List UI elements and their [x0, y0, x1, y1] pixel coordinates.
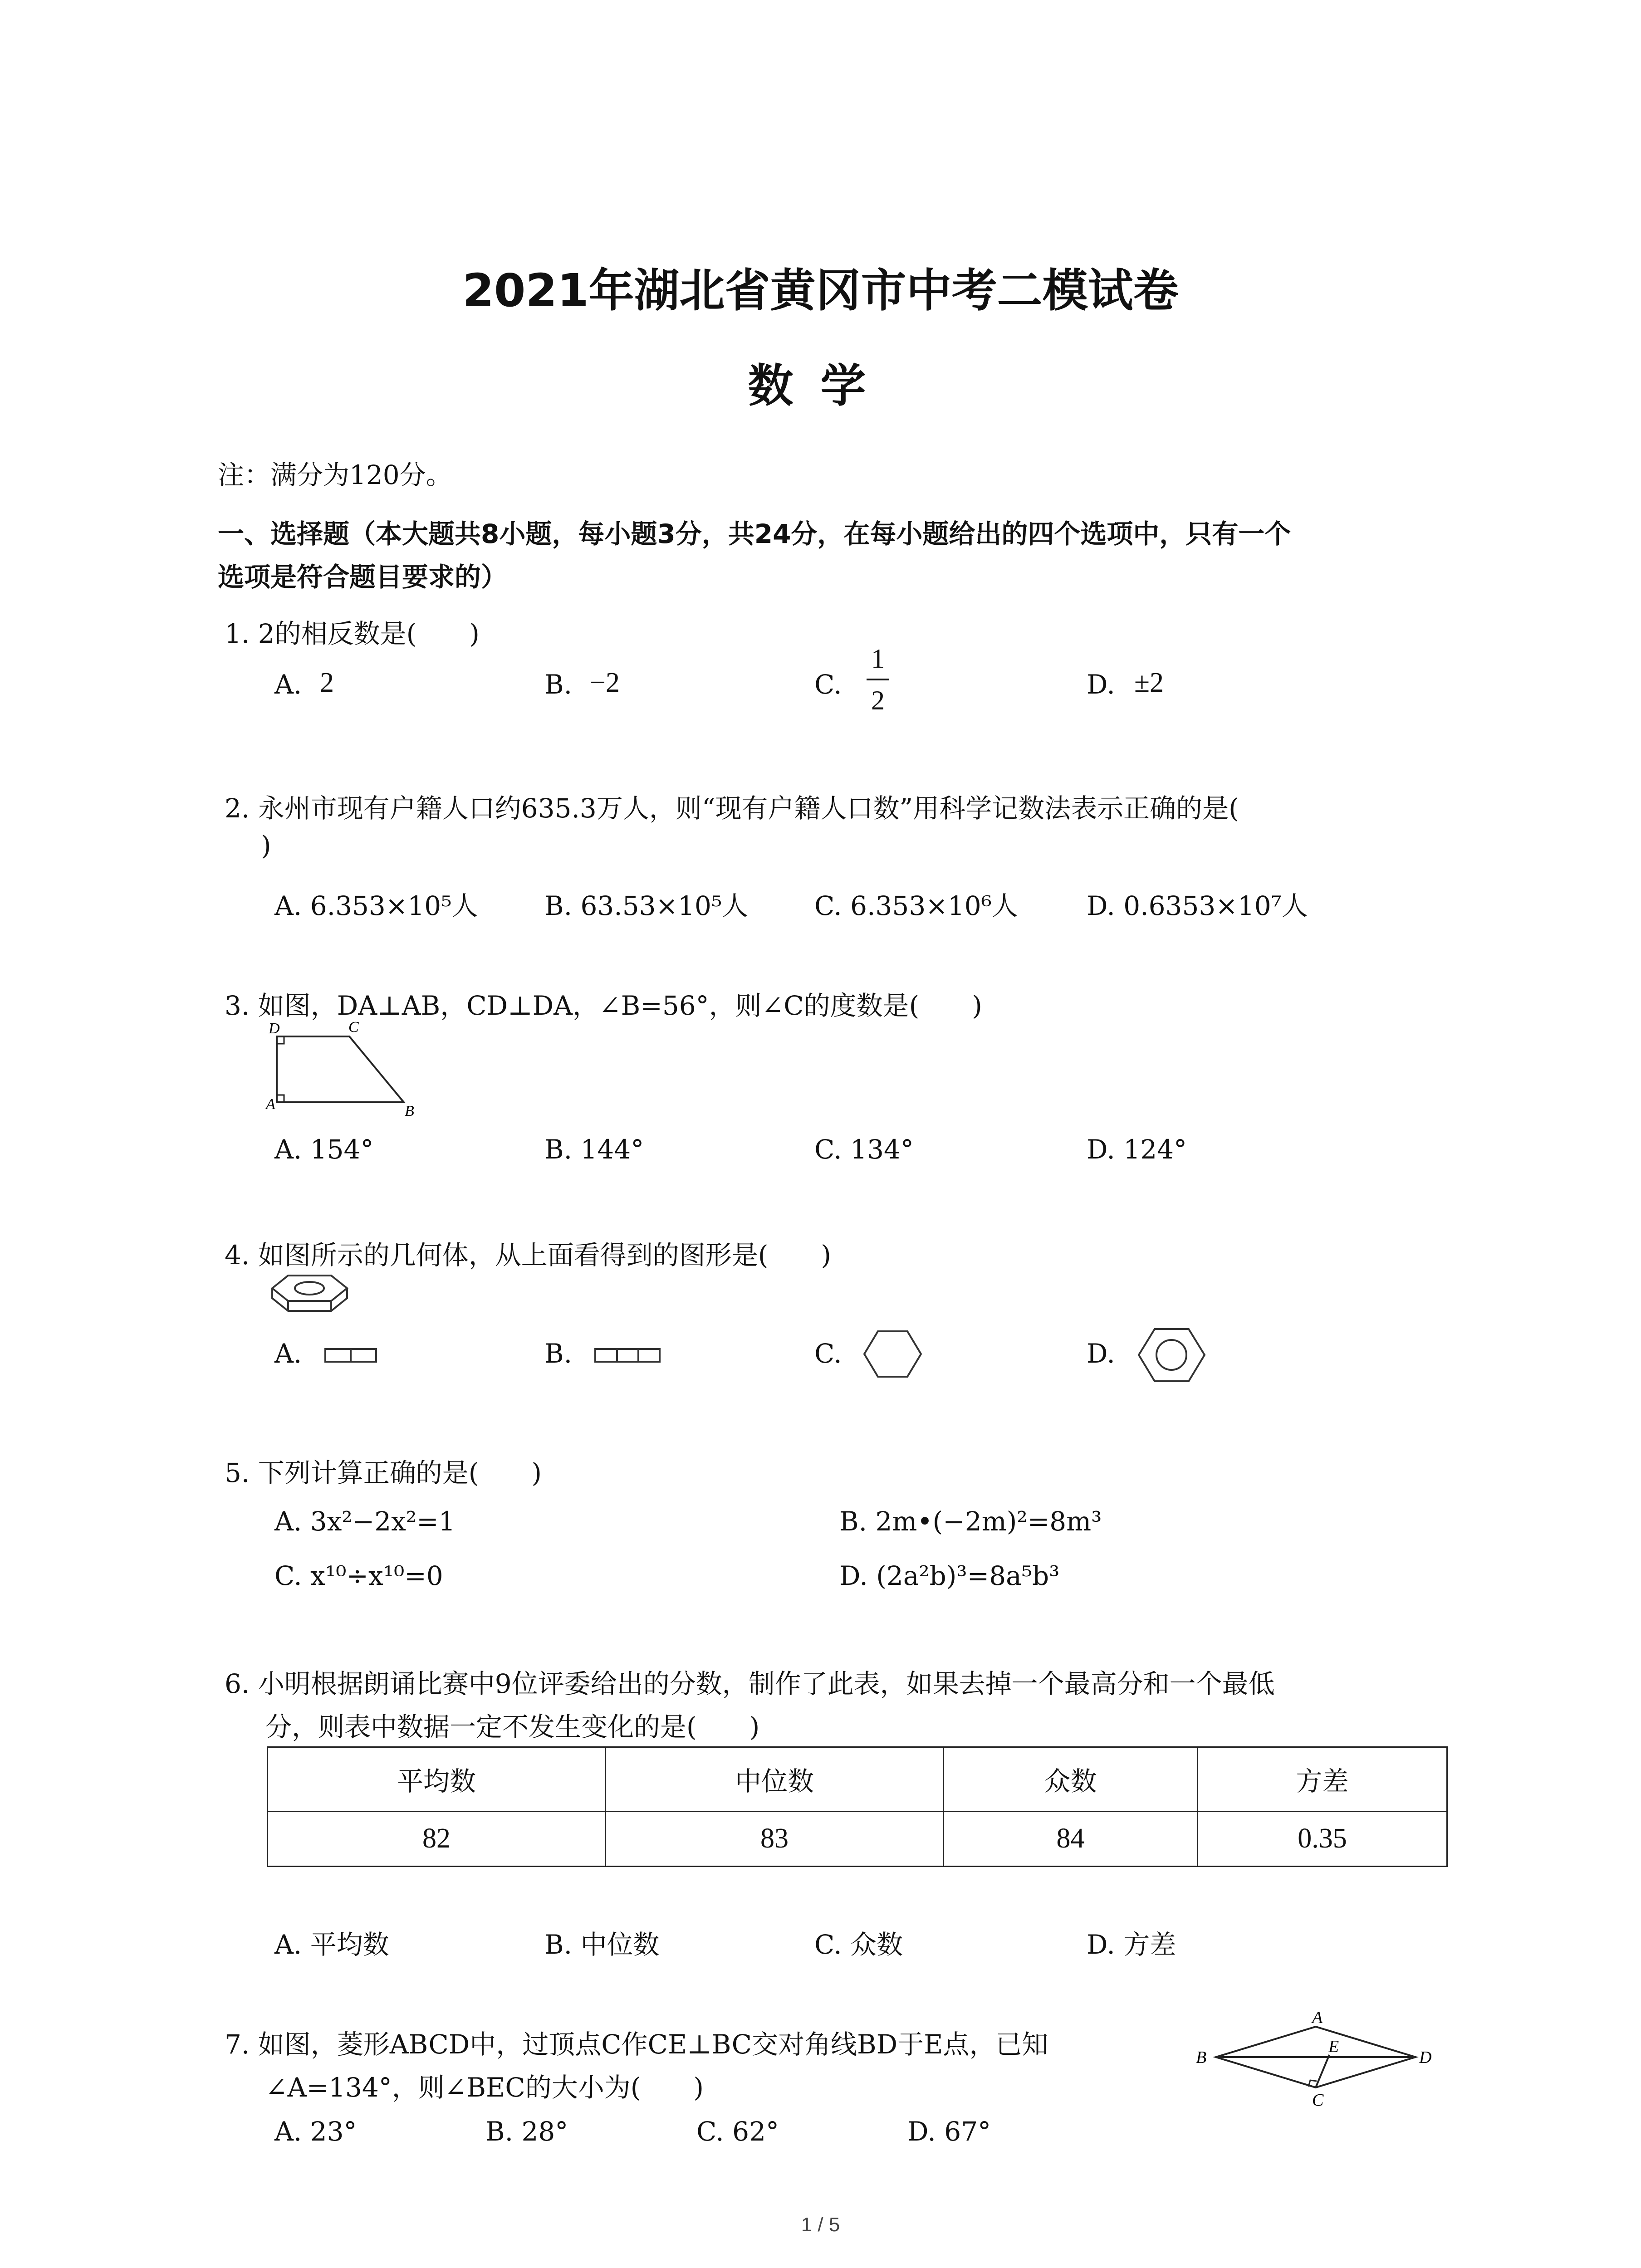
section-heading-line1: 一、选择题（本大题共8小题，每小题3分，共24分，在每小题给出的四个选项中，只有一个: [218, 518, 1291, 549]
q4-option-d-label: D.: [1087, 1338, 1115, 1369]
table-cell: 82: [268, 1811, 606, 1866]
q5-option-b: B. 2m•(−2m)²=8m³: [839, 1506, 1102, 1537]
q7-label-b: B: [1196, 2048, 1207, 2067]
q7-option-d: D. 67°: [907, 2116, 991, 2147]
q6-option-d: D. 方差: [1087, 1929, 1176, 1960]
question-4-stem: 4. 如图所示的几何体，从上面看得到的图形是( ): [225, 1240, 832, 1271]
page-title: 2021年湖北省黄冈市中考二模试卷: [462, 264, 1179, 317]
q7-label-a: A: [1312, 2008, 1323, 2027]
q7-label-d: D: [1419, 2048, 1432, 2067]
q4-option-d-hexagon-circle-figure: [1136, 1327, 1209, 1386]
q7-rhombus-figure: [1193, 2008, 1447, 2150]
q7-label-c: C: [1312, 2091, 1324, 2110]
q4-option-a-label: A.: [274, 1338, 302, 1369]
question-6-stem-line2: 分，则表中数据一定不发生变化的是( ): [265, 1711, 760, 1742]
question-2-stem-line2: ): [261, 830, 271, 861]
question-7-stem-line1: 7. 如图，菱形ABCD中，过顶点C作CE⊥BC交对角线BD于E点，已知: [225, 2029, 1048, 2060]
q4-option-c-hexagon-figure: [862, 1329, 926, 1383]
q2-option-b: B. 63.53×10⁵人: [544, 890, 749, 921]
q1-fraction-numerator: 1: [871, 644, 885, 674]
q3-option-d: D. 124°: [1087, 1134, 1187, 1165]
section-heading-line2: 选项是符合题目要求的）: [218, 562, 508, 592]
q3-trapezoid-figure: [259, 1021, 422, 1125]
question-3-stem: 3. 如图，DA⊥AB，CD⊥DA，∠B=56°，则∠C的度数是( ): [225, 990, 982, 1021]
q6-option-a: A. 平均数: [274, 1929, 389, 1960]
question-1-stem: 1. 2的相反数是( ): [225, 618, 480, 649]
table-cell: 0.35: [1198, 1811, 1447, 1866]
q2-option-a: A. 6.353×10⁵人: [274, 890, 478, 921]
q3-label-b: B: [405, 1103, 414, 1119]
q3-option-a: A. 154°: [274, 1134, 374, 1165]
q2-option-c: C. 6.353×10⁶人: [814, 890, 1018, 921]
q7-option-c: C. 62°: [696, 2116, 779, 2147]
q7-option-b: B. 28°: [485, 2116, 568, 2147]
table-header-cell: 中位数: [606, 1747, 944, 1812]
q6-option-c: C. 众数: [814, 1929, 903, 1960]
q3-label-d: D: [269, 1020, 280, 1037]
q1-option-c-label: C.: [814, 669, 842, 700]
q1-option-d-label: D.: [1087, 669, 1115, 700]
q1-option-d-value: ±2: [1134, 667, 1164, 698]
score-note: 注：满分为120分。: [218, 459, 452, 490]
q5-option-c: C. x¹⁰÷x¹⁰=0: [274, 1560, 443, 1591]
q1-fraction-bar: [867, 679, 889, 680]
table-cell: 84: [944, 1811, 1198, 1866]
q7-label-e: E: [1328, 2037, 1339, 2056]
q6-statistics-table: [267, 1746, 1448, 1867]
question-6-stem-line1: 6. 小明根据朗诵比赛中9位评委给出的分数，制作了此表，如果去掉一个最高分和一个最低: [225, 1668, 1275, 1699]
table-cell: 83: [606, 1811, 944, 1866]
q4-option-b-figure: [594, 1347, 662, 1365]
question-7-stem-line2: ∠A=134°，则∠BEC的大小为( ): [265, 2072, 704, 2103]
table-header-cell: 平均数: [268, 1747, 606, 1812]
q1-option-b-label: B.: [544, 669, 573, 700]
q3-option-c: C. 134°: [814, 1134, 914, 1165]
subject-title: 数学: [748, 359, 893, 412]
q7-option-a: A. 23°: [274, 2116, 357, 2147]
question-5-stem: 5. 下列计算正确的是( ): [225, 1457, 542, 1488]
page-number: 1 / 5: [801, 2214, 840, 2236]
q3-label-a: A: [266, 1096, 275, 1113]
table-header-cell: 众数: [944, 1747, 1198, 1812]
q2-option-d: D. 0.6353×10⁷人: [1087, 890, 1308, 921]
q1-option-a-label: A.: [274, 669, 302, 700]
q4-hex-nut-figure: [268, 1270, 358, 1320]
table-header-row: [268, 1747, 1447, 1812]
q4-option-b-label: B.: [544, 1338, 573, 1369]
q6-option-b: B. 中位数: [544, 1929, 660, 1960]
q3-option-b: B. 144°: [544, 1134, 644, 1165]
table-header-cell: 方差: [1198, 1747, 1447, 1812]
q3-label-c: C: [348, 1019, 359, 1036]
question-2-stem-line1: 2. 永州市现有户籍人口约635.3万人，则“现有户籍人口数”用科学记数法表示正确的是(: [225, 793, 1239, 824]
table-row: [268, 1811, 1447, 1866]
q4-option-a-figure: [324, 1347, 379, 1365]
q5-option-d: D. (2a²b)³=8a⁵b³: [839, 1560, 1060, 1591]
q4-option-c-label: C.: [814, 1338, 842, 1369]
q5-option-a: A. 3x²−2x²=1: [274, 1506, 456, 1537]
q1-option-b-value: −2: [590, 667, 620, 698]
q1-option-a-value: 2: [320, 667, 334, 698]
q1-fraction-denominator: 2: [871, 685, 885, 715]
